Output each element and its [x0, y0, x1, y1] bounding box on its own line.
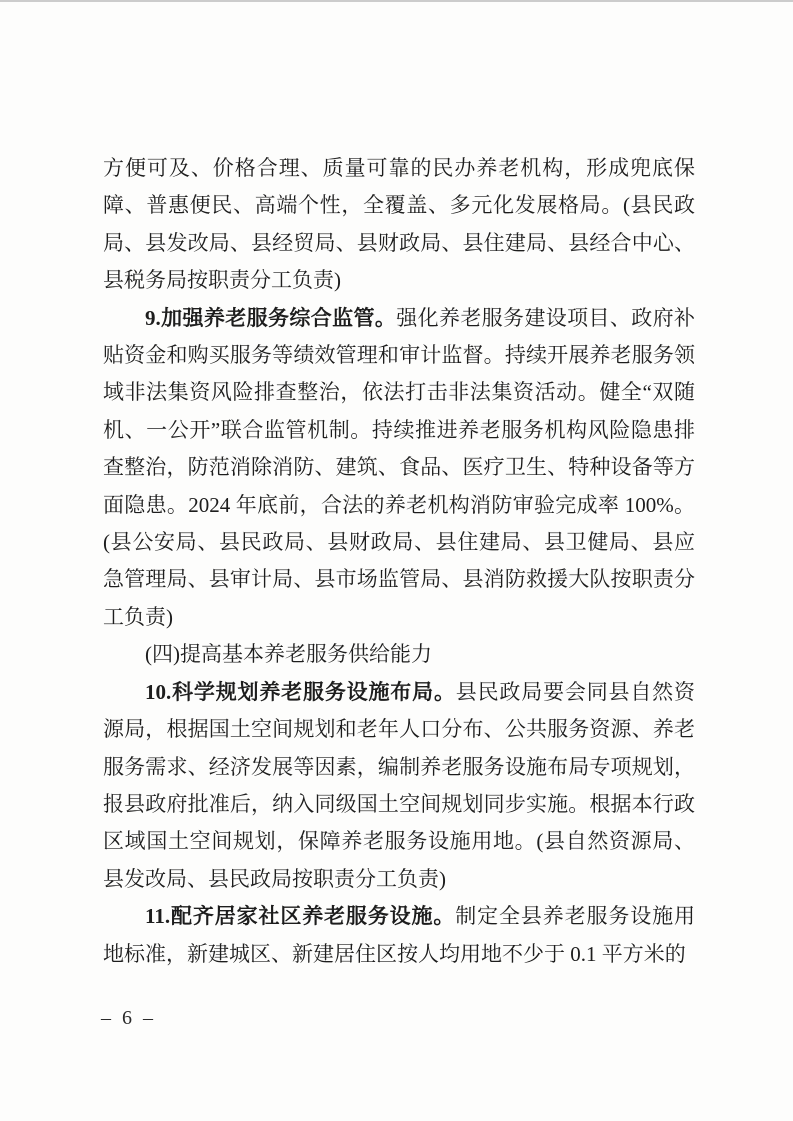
document-body — [103, 150, 695, 973]
continuation-paragraph — [103, 150, 695, 300]
text-run: 方便可及、价格合理、质量可靠的民办养老机构，形成兜底保障、普惠便民、高端个性，全覆盖、多元化发展格局。(县民政局、县发改局、县经贸局、县财政局、县住建局、县经合中心、县税务局按职责分工负责) — [103, 156, 695, 293]
text-run: 县民政局要会同县自然资源局，根据国土空间规划和老年人口分布、公共服务资源、养老服务需求、经济发展等因素，编制养老服务设施布局专项规划，报县政府批准后，纳入同级国土空间规划同步实施。根据本行政区域国土空间规划，保障养老服务设施用地。(县自然资源局、县发改局、县民政局按职责分工负责) — [103, 679, 696, 891]
text-run: 制定全县养老服务设施用地标准，新建城区、新建居住区按人均用地不少于 0.1 平方米的 — [103, 904, 696, 966]
section-heading: 10.科学规划养老服务设施布局。 — [145, 679, 456, 704]
text-run: 强化养老服务建设项目、政府补贴资金和购买服务等绩效管理和审计监督。持续开展养老服务领域非法集资风险排查整治，依法打击非法集资活动。健全“双随机、一公开”联合监管机制。持续推进养老服务机构风险隐患排查整治，防范消除消防、建筑、食品、医疗卫生、特种设备等方面隐患。2024 年底前，合法的养老机构消防审验完成率 100%。(县公安局、县民政局、县财政局、县住建局、县卫健局、县应急管理局、县审计局、县市场监管局、县消防救援大队按职责分工负责) — [103, 305, 696, 629]
section-heading: 9.加强养老服务综合监管。 — [145, 305, 397, 330]
scan-edge-artifact — [0, 0, 793, 2]
section-10-paragraph — [103, 674, 695, 898]
page-number: – 6 – — [101, 1007, 156, 1029]
section-heading: 11.配齐居家社区养老服务设施。 — [145, 904, 456, 929]
section-9-paragraph — [103, 300, 695, 637]
section-11-paragraph — [103, 898, 695, 973]
subsection-4-heading — [103, 636, 695, 673]
text-run: (四)提高基本养老服务供给能力 — [145, 642, 432, 667]
